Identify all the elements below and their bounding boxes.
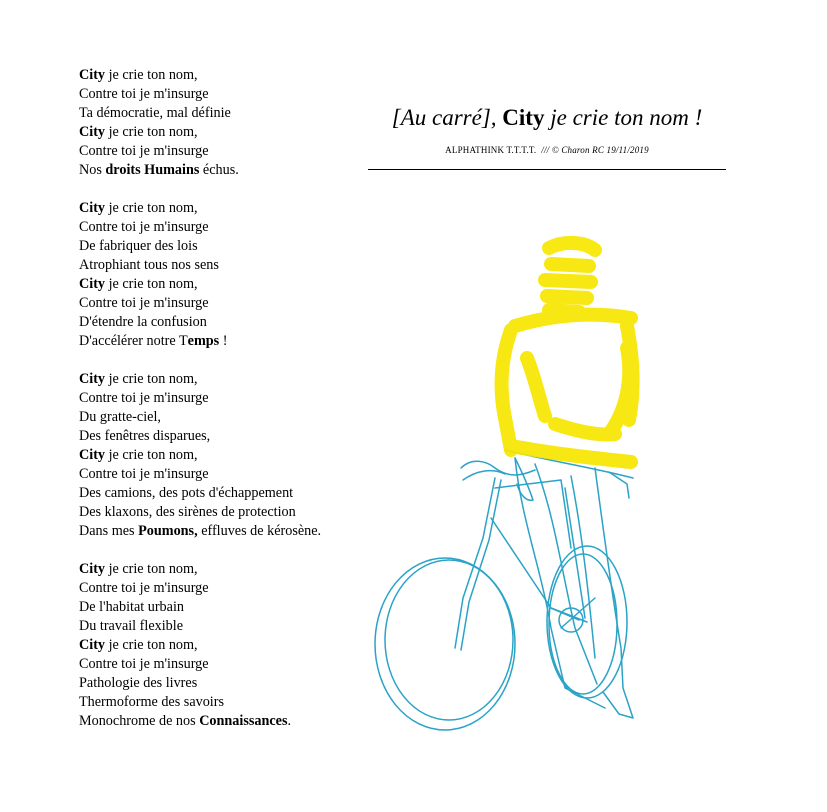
poem-text: [79, 66, 321, 750]
figure-torso-drawing: [502, 243, 633, 462]
poem-line: [79, 161, 321, 180]
poem-text-segment: De l'habitat urbain: [79, 599, 184, 615]
title-city: City: [502, 105, 545, 130]
poem-text-segment: Atrophiant tous nos sens: [79, 257, 219, 273]
front-wheel-inner: [385, 560, 513, 720]
handlebar-2: [463, 471, 505, 480]
poem-line: [79, 313, 321, 332]
credit-copyright: /// © Charon RC 19/11/2019: [541, 145, 649, 155]
poem-line: [79, 427, 321, 446]
poem-text-segment: Contre toi je m'insurge: [79, 580, 209, 596]
poem-bold-text: City: [79, 67, 106, 83]
poem-bold-text: City: [79, 200, 106, 216]
poem-line: [79, 560, 321, 579]
poem-text-segment: je crie ton nom,: [105, 276, 198, 292]
poem-bold-text: City: [79, 447, 106, 463]
poem-stanza: [79, 66, 321, 180]
poem-text-segment: Contre toi je m'insurge: [79, 219, 209, 235]
handlebar: [461, 461, 535, 475]
poem-bold-text: City: [79, 561, 106, 577]
poem-text-segment: De fabriquer des lois: [79, 238, 198, 254]
poem-line: [79, 503, 321, 522]
poem-text-segment: Contre toi je m'insurge: [79, 143, 209, 159]
poem-text-segment: Des klaxons, des sirènes de protection: [79, 504, 296, 520]
poem-text-segment: !: [219, 333, 228, 349]
poem-text-segment: je crie ton nom,: [105, 637, 198, 653]
poem-text-segment: Nos: [79, 162, 106, 178]
fork-2: [461, 480, 501, 650]
poem-text-segment: je crie ton nom,: [105, 124, 198, 140]
poem-line: [79, 123, 321, 142]
poem-bold-text: droits Humains: [105, 162, 200, 178]
poem-line: [79, 636, 321, 655]
poem-text-segment: je crie ton nom,: [105, 447, 198, 463]
poem-line: [79, 199, 321, 218]
poem-text-segment: Contre toi je m'insurge: [79, 656, 209, 672]
poem-text-segment: Contre toi je m'insurge: [79, 86, 209, 102]
poem-line: [79, 66, 321, 85]
poem-line: [79, 275, 321, 294]
poem-line: [79, 256, 321, 275]
poem-line: [79, 142, 321, 161]
poem-bold-text: Connaissances: [199, 713, 288, 729]
credit-line: [368, 144, 726, 156]
poem-text-segment: .: [287, 713, 292, 729]
poem-line: [79, 522, 321, 541]
frame-top-tube: [495, 480, 571, 548]
poem-line: [79, 693, 321, 712]
poem-text-segment: Contre toi je m'insurge: [79, 295, 209, 311]
poem-stanza: [79, 199, 321, 351]
poem-line: [79, 617, 321, 636]
poem-text-segment: Ta démocratie, mal définie: [79, 105, 231, 121]
poem-text-segment: Des camions, des pots d'échappement: [79, 485, 294, 501]
poem-bold-text: City: [79, 637, 106, 653]
poem-line: [79, 446, 321, 465]
poem-text-segment: je crie ton nom,: [105, 200, 198, 216]
title-prefix: [Au carré],: [391, 105, 503, 130]
poem-text-segment: Du gratte-ciel,: [79, 409, 161, 425]
poem-stanza: [79, 560, 321, 731]
head: [545, 243, 595, 312]
poem-text-segment: effluves de kérosène.: [197, 523, 322, 539]
poem-line: [79, 655, 321, 674]
poem-line: [79, 237, 321, 256]
poem-line: [79, 389, 321, 408]
cyclist-illustration: [365, 188, 731, 756]
poem-text-segment: D'étendre la confusion: [79, 314, 207, 330]
bicycle-drawing: [375, 450, 633, 730]
poem-text-segment: je crie ton nom,: [105, 67, 198, 83]
poem-text-segment: Du travail flexible: [79, 618, 184, 634]
poem-bold-text: City: [79, 124, 106, 140]
poem-line: [79, 674, 321, 693]
waist: [511, 446, 631, 462]
poem-bold-text: Poumons,: [138, 523, 198, 539]
cuff: [555, 424, 615, 435]
poem-text-segment: échus.: [199, 162, 239, 178]
poem-line: [79, 579, 321, 598]
poem-stanza: [79, 370, 321, 541]
shoulders: [515, 315, 631, 326]
frame-down-tube: [491, 518, 579, 620]
poem-text-segment: Des fenêtres disparues,: [79, 428, 211, 444]
title-divider: [368, 169, 726, 170]
poem-title: [368, 102, 726, 134]
title-suffix: je crie ton nom !: [544, 105, 703, 130]
arm-left: [527, 358, 545, 416]
poem-line: [79, 294, 321, 313]
fork: [455, 478, 495, 648]
poem-text-segment: je crie ton nom,: [105, 371, 198, 387]
poem-line: [79, 712, 321, 731]
poem-text-segment: Contre toi je m'insurge: [79, 390, 209, 406]
poem-line: [79, 104, 321, 123]
poem-line: [79, 408, 321, 427]
credit-org: ALPHATHINK T.T.T.T.: [445, 145, 537, 155]
poem-bold-text: emps: [187, 333, 220, 349]
poem-bold-text: City: [79, 276, 106, 292]
poem-line: [79, 370, 321, 389]
poem-line: [79, 465, 321, 484]
poem-text-segment: Pathologie des livres: [79, 675, 198, 691]
poem-text-segment: Monochrome de nos: [79, 713, 200, 729]
poem-line: [79, 218, 321, 237]
poem-bold-text: City: [79, 371, 106, 387]
poem-text-segment: Thermoforme des savoirs: [79, 694, 224, 710]
poem-text-segment: Dans mes: [79, 523, 139, 539]
poem-line: [79, 85, 321, 104]
poem-text-segment: Contre toi je m'insurge: [79, 466, 209, 482]
title-block: [368, 102, 726, 156]
poem-line: [79, 484, 321, 503]
poem-line: [79, 598, 321, 617]
torso-left: [502, 330, 511, 450]
poem-text-segment: je crie ton nom,: [105, 561, 198, 577]
poem-text-segment: D'accélérer notre T: [79, 333, 188, 349]
poem-line: [79, 332, 321, 351]
